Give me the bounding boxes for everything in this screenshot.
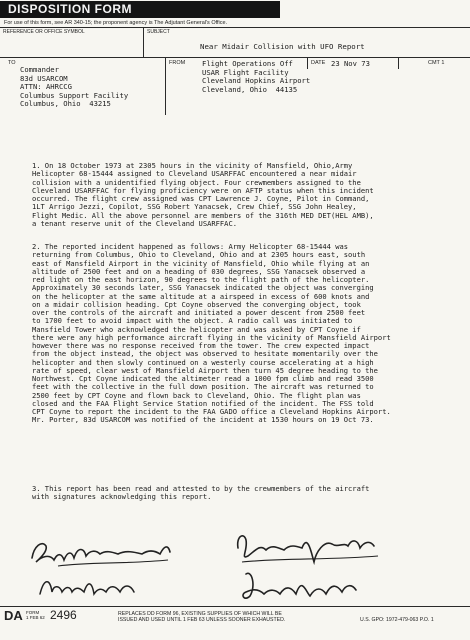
p3-line: with signatures acknowledging this report. — [32, 492, 212, 502]
date-value: 23 Nov 73 — [331, 59, 370, 68]
p3-line: 3. This report has been read and attested to by the crewmembers of the aircraft — [32, 484, 370, 493]
footer-form-meta: FORM 1 FEB 62 — [26, 610, 45, 620]
paragraph-2 — [32, 243, 458, 425]
p2-line: returning from Columbus, Ohio to Cleveland, Ohio and at 2305 hours east, south — [32, 250, 366, 260]
date-label: DATE — [311, 60, 326, 66]
to-address — [20, 66, 128, 109]
signature-healey — [236, 566, 366, 606]
from-label: FROM — [169, 60, 186, 66]
ref-label: REFERENCE OR OFFICE SYMBOL — [3, 29, 85, 35]
signature-coyne — [232, 526, 382, 568]
from-line: USAR Flight Facility — [202, 67, 289, 77]
from-address — [202, 60, 310, 94]
p2-line: from the object instead, the object was observed to hesitate momentarily over the — [32, 349, 378, 359]
form-title: DISPOSITION FORM — [0, 1, 280, 18]
p2-line: 2. The reported incident happened as follows: Army Helicopter 68-15444 was — [32, 242, 349, 251]
rule-top — [0, 27, 470, 28]
p2-line: feet with the collective in the full down position. The aircraft was returned to — [32, 382, 374, 392]
rule-subject — [0, 57, 470, 58]
rule-date — [398, 57, 399, 69]
p2-line: east of Mansfield Airport in the vicinity of Mansfield, Ohio while flying at an — [32, 258, 370, 268]
p2-line: Approximately 30 seconds later, SSG Yanacsek indicated the object was converging — [32, 283, 374, 293]
footer-gpo: U.S. GPO: 1972-479-063 P.O. 1 — [360, 617, 434, 623]
paragraph-3 — [32, 485, 458, 502]
p2-line: on a midair collision heading. Cpt Coyne observed the converging object, took — [32, 299, 361, 309]
p1-line: 1LT Arrigo Jezzi, Copilot, SSG Robert Yanacsek, Crew Chief, SSG John Healey, — [32, 202, 357, 212]
subject-label: SUBJECT — [147, 29, 170, 35]
rule-to — [165, 57, 166, 115]
p2-line: however there was no response received from the tower. The crew expected impact — [32, 341, 370, 350]
p1-line: Cleveland USARFFAC for flying proficiency were on AFTP status when this incident — [32, 185, 374, 195]
from-line: Flight Operations Off — [202, 59, 293, 68]
p2-line: to 1700 feet to avoid impact with the object. A radio call was initiated to — [32, 316, 353, 326]
p1-line: Helicopter 68-15444 assigned to Cleveland USARFFAC encountered a near midair — [32, 169, 357, 179]
form-subtitle: For use of this form, see AR 340-15; the proponent agency is The Adjutant General's Office. — [4, 20, 228, 26]
footer-form-number: 2496 — [50, 608, 77, 622]
p2-line: on the helicopter at the same altitude at a airspeed in excess of 600 knots and — [32, 291, 370, 301]
p2-line: over the controls of the aircraft and initiated a power descent from 2500 feet — [32, 308, 366, 317]
subject-text: Near Midair Collision with UFO Report — [200, 42, 365, 51]
p2-line: 2500 feet by CPT Coyne and flown back to Cleveland, Ohio. The flight plan was — [32, 390, 361, 400]
p1-line: collision with a unidentified flying object. Four crewmembers assigned to the — [32, 177, 361, 187]
paragraph-1 — [32, 162, 458, 228]
p2-line: red light on the east horizon, 90 degrees to the flight path of the helicopter. — [32, 275, 370, 284]
cmt-label: CMT 1 — [428, 60, 445, 66]
rule-footer — [0, 606, 470, 607]
p1-line: 1. On 18 October 1973 at 2305 hours in the vicinity of Mansfield, Ohio,Army — [32, 161, 353, 170]
p2-line: Northwest. Cpt Coyne indicated the altimeter read a 1000 fpm climb and read 3500 — [32, 374, 374, 383]
footer-issued: ISSUED AND USED UNTIL 1 FEB 63 UNLESS SOONER EXHAUSTED. — [118, 617, 286, 623]
signature-yanacsek — [28, 532, 178, 572]
to-line: 83d USARCOM — [20, 73, 68, 83]
from-line: Cleveland, Ohio 44135 — [202, 84, 298, 94]
p1-line: a tenant reserve unit of the Cleveland USARFFAC. — [32, 218, 237, 228]
p2-line: Mansfield Tower who acknowledged the helicopter and was asked by CPT Coyne if — [32, 324, 361, 334]
p1-line: occurred. The flight crew assigned was CPT Lawrence J. Coyne, Pilot in Command, — [32, 194, 370, 203]
footer-da: DA — [4, 608, 23, 623]
from-line: Cleveland Hopkins Airport — [202, 76, 311, 86]
to-line: Columbus, Ohio 43215 — [20, 99, 111, 109]
to-line: Commander — [20, 65, 59, 74]
p2-line: helicopter and then slowly continued on a westerly course accelerating at a high — [32, 357, 374, 367]
signature-jezzi — [36, 572, 146, 602]
rule-ref — [143, 27, 144, 57]
footer-replaces: REPLACES DD FORM 96, EXISTING SUPPLIES OF WHICH WILL BE — [118, 611, 282, 617]
p2-line: CPT Coyne to report the incident to the FAA GADO office a Cleveland Hopkins Airport. — [32, 407, 391, 416]
p2-line: altitude of 2500 feet and on a heading of 030 degrees, SSG Yanacsek observed a — [32, 266, 366, 276]
to-label: TO — [8, 60, 16, 66]
to-line: Columbus Support Facility — [20, 90, 129, 100]
p2-line: closed and the FAA Flight Service Station notified of the incident. The FSS told — [32, 398, 374, 408]
p2-line: there were any high performance aircraft flying in the vicinity of Mansfield Airport — [32, 332, 391, 342]
p2-line: Mr. Porter, 83d USARCOM was notified of the incident at 1530 hours on 19 Oct 73. — [32, 415, 374, 425]
to-line: ATTN: AHRCCG — [20, 82, 72, 92]
p2-line: rate of speed, clear west of Mansfield Airport then turn 45 degree heading to the — [32, 365, 378, 375]
p1-line: Flight Medic. All the above personnel are members of the 316th MED DET(HEL AMB), — [32, 210, 374, 220]
